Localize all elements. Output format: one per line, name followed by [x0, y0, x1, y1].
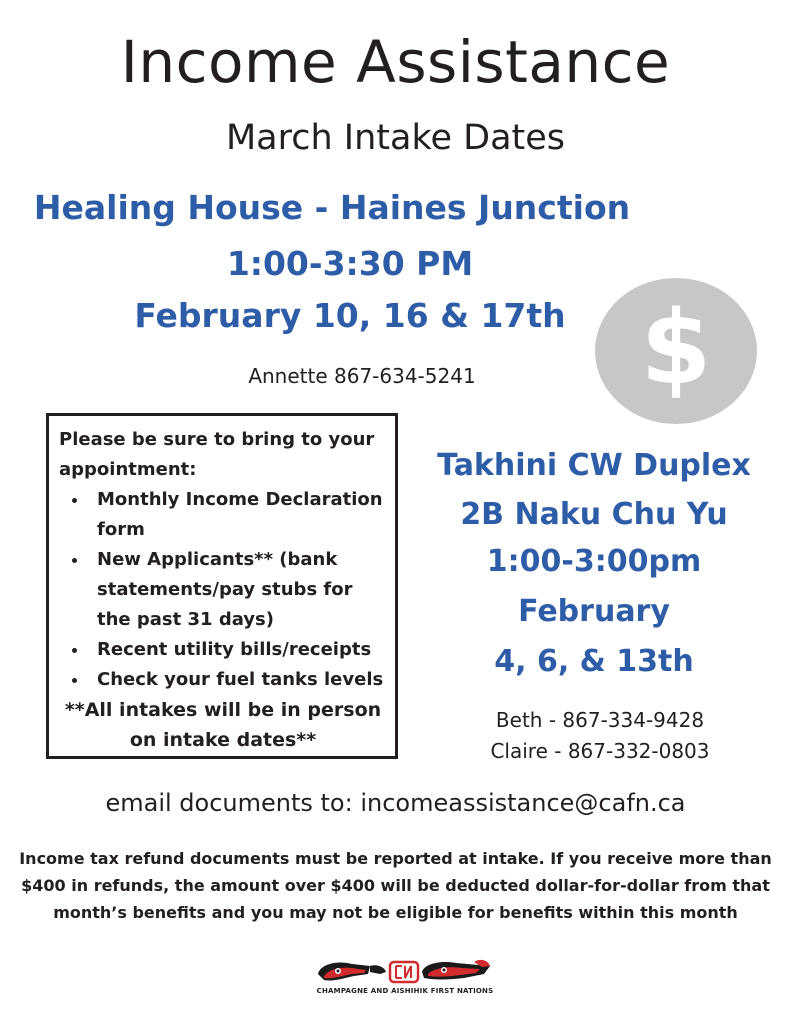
bring-intro: Please be sure to bring to your appointment:: [59, 429, 375, 480]
page-title: Income Assistance: [120, 28, 671, 96]
logo-caption: CHAMPAGNE AND AISHIHIK FIRST NATIONS: [316, 987, 494, 995]
healing-house-location: Healing House - Haines Junction: [33, 188, 631, 227]
takhini-time: 1:00-3:00pm: [486, 544, 702, 579]
healing-house-dates: February 10, 16 & 17th: [134, 296, 566, 335]
list-item: • Recent utility bills/receipts: [89, 635, 387, 665]
dollar-glyph: $: [640, 289, 712, 408]
takhini-address: 2B Naku Chu Yu: [460, 497, 728, 532]
healing-house-time: 1:00-3:30 PM: [226, 244, 474, 283]
takhini-month: February: [518, 594, 670, 629]
takhini-contact-claire: Claire - 867-332-0803: [490, 739, 710, 763]
list-item: • Monthly Income Declaration form: [89, 485, 387, 545]
healing-house-contact: Annette 867-634-5241: [248, 364, 476, 388]
takhini-contact-beth: Beth - 867-334-9428: [495, 708, 705, 732]
tax-refund-disclaimer: Income tax refund documents must be reported at intake. If you receive more than $400 in refunds, the amount over $400 will be deducted dollar-for-dollar from that month’s benefits and you may not be eligible for benefits within this month: [19, 849, 772, 922]
takhini-days: 4, 6, & 13th: [494, 644, 694, 679]
email-line: email documents to: incomeassistance@cafn.ca: [105, 789, 686, 817]
list-item: • New Applicants** (bank statements/pay stubs for the past 31 days): [89, 545, 387, 635]
dollar-sign-icon: [595, 278, 757, 424]
list-item: • Check your fuel tanks levels: [89, 665, 387, 695]
in-person-note: **All intakes will be in person on intake dates**: [64, 699, 382, 751]
bring-items-box: [46, 413, 398, 759]
bring-list: [59, 485, 387, 695]
page-subtitle: March Intake Dates: [225, 118, 566, 158]
takhini-location: Takhini CW Duplex: [437, 448, 751, 483]
